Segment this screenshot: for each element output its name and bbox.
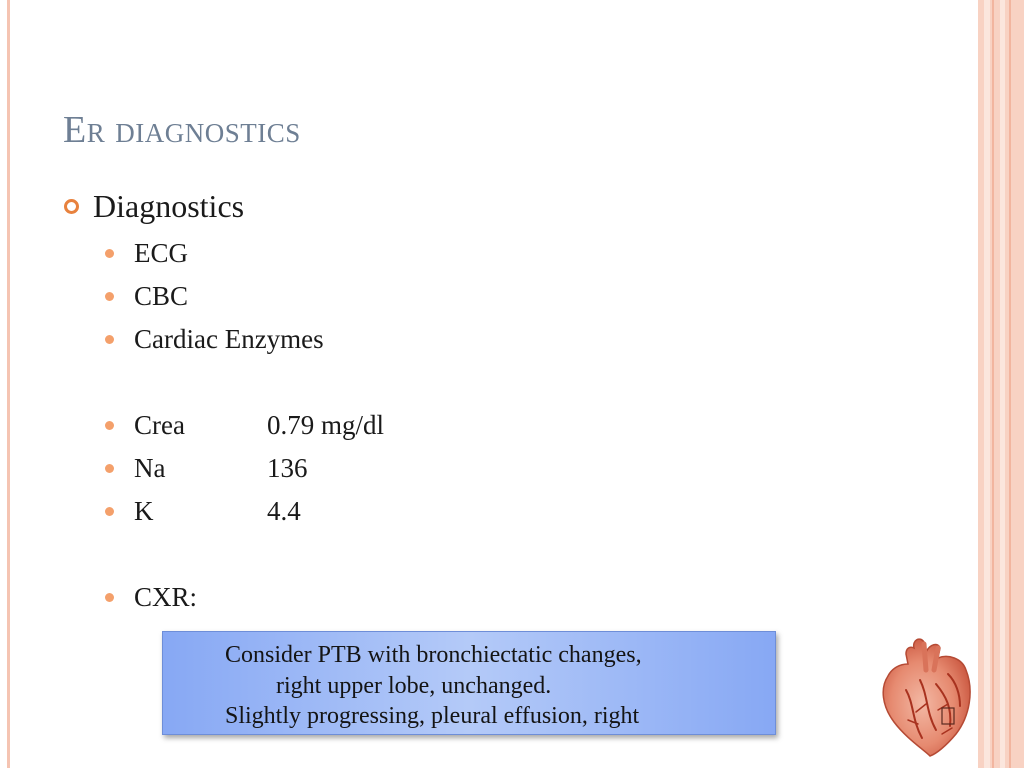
dot-bullet-icon bbox=[105, 421, 114, 430]
lab-name: Na bbox=[134, 452, 166, 483]
lab-value: 4.4 bbox=[267, 495, 301, 526]
note-line: Slightly progressing, pleural effusion, right bbox=[225, 703, 640, 729]
dot-bullet-icon bbox=[105, 335, 114, 344]
list-item-test bbox=[105, 279, 188, 313]
note-line: right upper lobe, unchanged. bbox=[276, 673, 552, 699]
list-item-cxr bbox=[105, 580, 197, 614]
dot-bullet-icon bbox=[105, 292, 114, 301]
test-label: CBC bbox=[134, 280, 189, 311]
lab-value: 136 bbox=[267, 452, 308, 483]
heart-illustration-icon bbox=[876, 634, 986, 758]
cxr-note-box bbox=[162, 631, 776, 735]
main-bullet-label: Diagnostics bbox=[93, 188, 245, 224]
lab-name: Crea bbox=[134, 409, 185, 440]
list-item-lab bbox=[105, 451, 308, 485]
slide-frame-left bbox=[7, 0, 10, 768]
dot-bullet-icon bbox=[105, 507, 114, 516]
frame-line bbox=[1009, 0, 1011, 768]
list-item-lab bbox=[105, 408, 384, 442]
frame-stripe bbox=[1000, 0, 1005, 768]
dot-bullet-icon bbox=[105, 593, 114, 602]
list-item-test bbox=[105, 236, 188, 270]
list-item-test bbox=[105, 322, 324, 356]
lab-value: 0.79 mg/dl bbox=[267, 409, 385, 440]
main-bullet bbox=[64, 188, 244, 225]
slide-title: Er diagnostics bbox=[63, 109, 301, 151]
test-label: Cardiac Enzymes bbox=[134, 323, 324, 354]
dot-bullet-icon bbox=[105, 464, 114, 473]
cxr-label: CXR: bbox=[134, 581, 198, 612]
note-line: Consider PTB with bronchiectatic changes, bbox=[225, 642, 642, 668]
frame-line bbox=[992, 0, 994, 768]
ring-bullet-icon bbox=[64, 199, 79, 214]
lab-name: K bbox=[134, 495, 154, 526]
dot-bullet-icon bbox=[105, 249, 114, 258]
list-item-lab bbox=[105, 494, 301, 528]
test-label: ECG bbox=[134, 237, 188, 268]
